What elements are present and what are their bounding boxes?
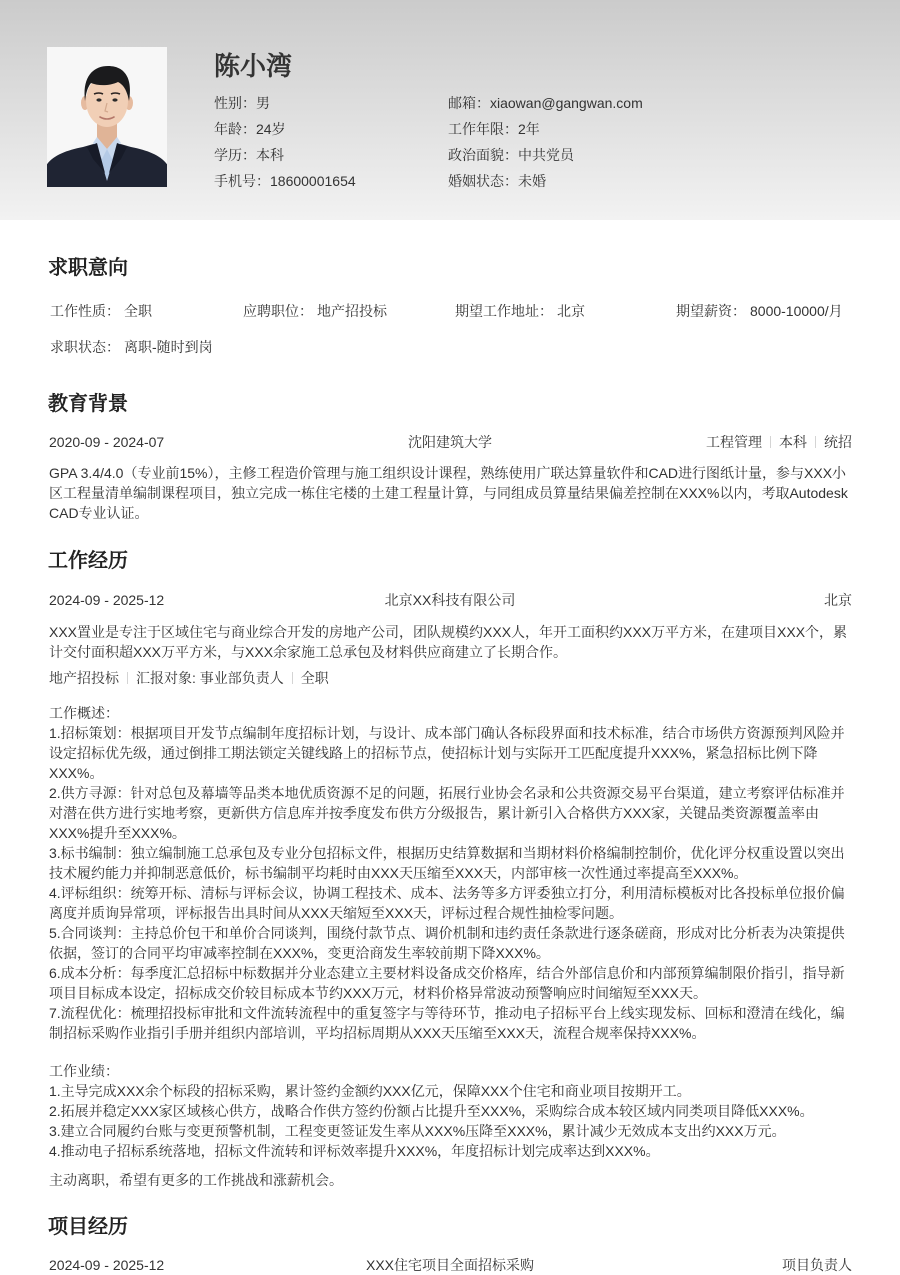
intent-value: 8000-10000/月 <box>750 303 843 319</box>
info-label: 邮箱： <box>448 95 490 111</box>
project-period: 2024-09 - 2025-12 <box>49 1257 165 1273</box>
info-value: 18600001654 <box>270 173 356 189</box>
info-value: 未婚 <box>518 173 546 189</box>
entry-period: 2024-09 - 2025-12 <box>49 592 165 608</box>
project-role: 项目负责人 <box>782 1257 852 1273</box>
info-marital-status <box>448 168 698 194</box>
info-gender <box>214 90 448 116</box>
tag-separator <box>815 436 816 448</box>
portrait-illustration <box>47 47 167 187</box>
project-entry <box>48 1255 852 1275</box>
profile-photo <box>47 47 167 187</box>
work-entry <box>48 590 852 1190</box>
section-title: 求职意向 <box>48 257 128 279</box>
section-title: 工作经历 <box>48 550 128 572</box>
tag: 地产招投标 <box>49 670 119 686</box>
info-work-years <box>448 116 698 142</box>
entry-period: 2020-09 - 2024-07 <box>49 434 165 450</box>
info-label: 手机号： <box>214 173 270 189</box>
intent-label: 期望薪资： <box>676 303 746 319</box>
intent-location <box>455 301 676 321</box>
education-entry <box>48 432 852 523</box>
info-label: 性别： <box>214 95 256 111</box>
info-label: 政治面貌： <box>448 147 518 163</box>
intent-label: 应聘职位： <box>243 303 313 319</box>
info-age <box>214 116 448 142</box>
info-label: 婚姻状态： <box>448 173 518 189</box>
company-intro: XXX置业是专注于区域住宅与商业综合开发的房地产公司，团队规模约XXX人，年开工面积约XXX万平方米，在建项目XXX个，累计交付面积超XXX万平方米，与XXX余家施工总承包及材料供应商建立了长期合作。 <box>49 624 848 660</box>
intent-position <box>243 301 455 321</box>
info-political-status <box>448 142 698 168</box>
achievement-item: 1.主导完成XXX余个标段的招标采购，累计签约金额约XXX亿元，保障XXX个住宅和商业项目按期开工。 <box>49 1083 691 1099</box>
info-label: 学历： <box>214 147 256 163</box>
tag: 本科 <box>779 434 807 450</box>
tag: 全职 <box>300 670 329 686</box>
intent-value: 地产招投标 <box>317 303 387 319</box>
project-name: XXX住宅项目全面招标采购 <box>365 1257 534 1273</box>
info-phone <box>214 168 448 194</box>
education-entry-header <box>48 432 852 452</box>
section-education <box>48 390 852 523</box>
school-name: 沈阳建筑大学 <box>408 434 492 450</box>
intent-value: 全职 <box>124 303 152 319</box>
summary-item: 6.成本分析：每季度汇总招标中标数据并分业态建立主要材料设备成交价格库，结合外部信息价和内部预算编制限价指引，指导新项目目标成本设定，招标成交价较目标成本节约XXX万元，材料价格异常波动预警响应时间缩短至XXX天。 <box>49 965 845 1001</box>
intent-job-type <box>50 301 243 321</box>
achievement-item: 3.建立合同履约台账与变更预警机制，工程变更签证发生率从XXX%压降至XXX%，累计减少无效成本支出约XXX万元。 <box>49 1123 786 1139</box>
tag-separator <box>770 436 771 448</box>
work-location: 北京 <box>824 592 852 608</box>
summary-item: 5.合同谈判：主持总价包干和单价合同谈判，围绕付款节点、调价机制和违约责任条款进行逐条磋商，形成对比分析表为决策提供依据，签订的合同平均审减率控制在XXX%，变更洽商发生率较前期下降XXX%。 <box>49 925 845 961</box>
info-value: 本科 <box>256 147 284 163</box>
achievement-item: 2.拓展并稳定XXX家区域核心供方，战略合作供方签约份额占比提升至XXX%，采购综合成本较区域内同类项目降低XXX%。 <box>49 1103 814 1119</box>
intent-label: 期望工作地址： <box>455 303 553 319</box>
summary-item: 3.标书编制：独立编制施工总承包及专业分包招标文件，根据历史结算数据和当期材料价格编制控制价，优化评分权重设置以突出技术履约能力并抑制恶意低价，标书编制平均耗时由XXX天压缩至XXX天，内部审核一次性通过率提高至XXX%。 <box>49 845 845 881</box>
intent-value: 北京 <box>557 303 585 319</box>
info-value: 中共党员 <box>518 147 574 163</box>
leave-reason: 主动离职，希望有更多的工作挑战和涨薪机会。 <box>49 1172 343 1188</box>
info-label: 工作年限： <box>448 121 518 137</box>
tag-separator <box>127 672 128 684</box>
company-name: 北京XX科技有限公司 <box>384 592 516 608</box>
intent-status <box>50 337 243 357</box>
intent-salary <box>676 301 852 321</box>
info-education <box>214 142 448 168</box>
intent-value: 离职-随时到岗 <box>124 339 213 355</box>
intent-label: 工作性质： <box>50 303 120 319</box>
info-value: 2年 <box>518 121 540 137</box>
section-job-intention <box>48 254 852 357</box>
info-email <box>448 90 698 116</box>
summary-item: 2.供方寻源：针对总包及幕墙等品类本地优质资源不足的问题，拓展行业协会名录和公共资源交易平台渠道，建立考察评估标准并对潜在供方进行实地考察，更新供方信息库并按季度发布供方分级报告，累计新引入合格供方XXX家，关键品类资源覆盖率由XXX%提升至XXX%。 <box>49 785 845 841</box>
summary-item: 7.流程优化：梳理招投标审批和文件流转流程中的重复签字与等待环节，推动电子招标平台上线实现发标、回标和澄清在线化，编制招标采购作业指引手册并组织内部培训，平均招标周期从XXX天压缩至XXX天，流程合规率保持XXX%。 <box>49 1005 845 1041</box>
profile-header <box>0 0 900 220</box>
section-project-experience <box>48 1213 852 1275</box>
achievement-item: 4.推动电子招标系统落地，招标文件流转和评标效率提升XXX%，年度招标计划完成率达到XXX%。 <box>49 1143 660 1159</box>
tag: 工程管理 <box>706 434 762 450</box>
intent-label: 求职状态： <box>50 339 120 355</box>
achievements-label: 工作业绩： <box>49 1063 119 1079</box>
summary-label: 工作概述： <box>49 705 119 721</box>
info-value: 24岁 <box>256 121 286 137</box>
degree-tags <box>706 432 852 452</box>
section-work-experience <box>48 547 852 1190</box>
section-title: 项目经历 <box>48 1216 128 1238</box>
section-title: 教育背景 <box>48 393 128 415</box>
summary-item: 4.评标组织：统筹开标、清标与评标会议，协调工程技术、成本、法务等多方评委独立打分，利用清标模板对比各投标单位报价偏离度并质询异常项，评标报告出具时间从XXX天缩短至XXX天，评标过程合规性抽检零问题。 <box>49 885 845 921</box>
summary-item: 1.招标策划：根据项目开发节点编制年度招标计划，与设计、成本部门确认各标段界面和技术标准，结合市场供方资源预判风险并设定招标优先级，通过倒排工期法锁定关键线路上的招标节点，使招标计划与实际开工匹配度提升XXX%，紧急招标比例下降XXX%。 <box>49 725 845 781</box>
candidate-name: 陈小湾 <box>214 51 293 81</box>
work-tags <box>48 668 852 688</box>
tag: 统招 <box>824 434 852 450</box>
info-value: 男 <box>256 95 270 111</box>
resume-body <box>0 254 900 1275</box>
tag: 汇报对象: 事业部负责人 <box>136 670 284 686</box>
basic-info <box>214 90 698 194</box>
entry-description: GPA 3.4/4.0（专业前15%），主修工程造价管理与施工组织设计课程，熟练使用广联达算量软件和CAD进行图纸计量，参与XXX小区工程量清单编制课程项目，独立完成一栋住宅楼的土建工程量计算，与同组成员算量结果偏差控制在XXX%以内，考取Autodesk CAD专业认证。 <box>49 465 848 521</box>
info-value: xiaowan@gangwan.com <box>490 95 643 111</box>
job-intention-grid <box>48 301 852 357</box>
tag-separator <box>292 672 293 684</box>
project-entry-header <box>48 1255 852 1275</box>
info-label: 年龄： <box>214 121 256 137</box>
work-entry-header <box>48 590 852 610</box>
